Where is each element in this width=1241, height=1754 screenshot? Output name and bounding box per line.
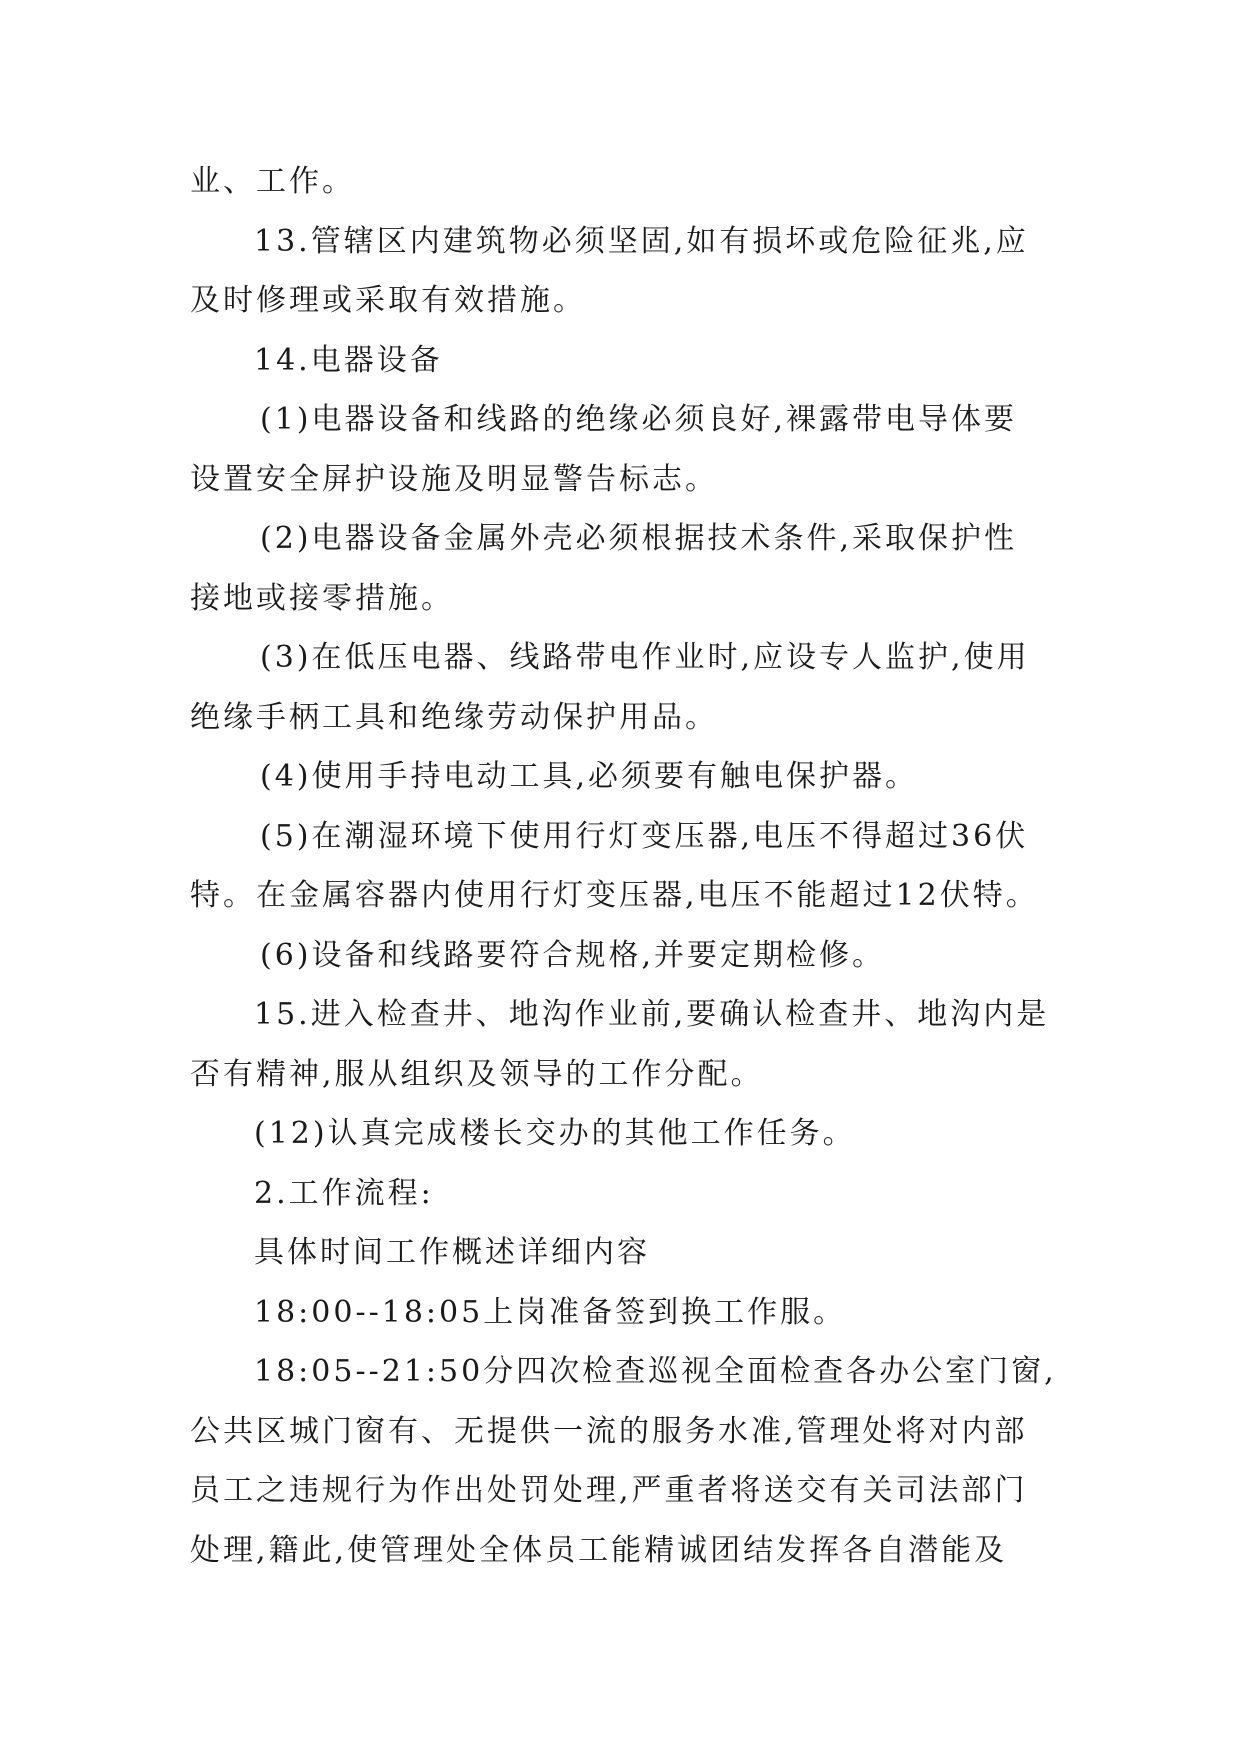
paragraph-line: 18:05--21:50分四次检查巡视全面检查各办公室门窗, <box>254 1354 1057 1389</box>
paragraph-line: 14.电器设备 <box>254 342 443 378</box>
paragraph-line: 设置安全屏护设施及明显警告标志。 <box>190 461 718 497</box>
paragraph-line: 业、工作。 <box>190 164 355 199</box>
paragraph-line: 2.工作流程: <box>254 1175 434 1211</box>
paragraph-line: 否有精神,服从组织及领导的工作分配。 <box>190 1056 764 1092</box>
paragraph-line: (12)认真完成楼长交办的其他工作任务。 <box>254 1116 856 1151</box>
paragraph-line: 及时修理或采取有效措施。 <box>190 283 586 318</box>
paragraph-line: 15.进入检查井、地沟作业前,要确认检查井、地沟内是 <box>254 997 1050 1032</box>
paragraph-line: (4)使用手持电动工具,必须要有触电保护器。 <box>260 759 919 794</box>
paragraph-line: 员工之违规行为作出处罚处理,严重者将送交有关司法部门 <box>190 1473 1028 1508</box>
paragraph-line: (2)电器设备金属外壳必须根据技术条件,采取保护性 <box>260 521 1018 556</box>
paragraph-line: 18:00--18:05上岗准备签到换工作服。 <box>254 1294 847 1330</box>
paragraph-line: 接地或接零措施。 <box>190 580 454 616</box>
paragraph-line: 处理,籍此,使管理处全体员工能精诚团结发挥各自潜能及 <box>190 1532 1008 1568</box>
paragraph-line: 绝缘手柄工具和绝缘劳动保护用品。 <box>190 699 718 735</box>
paragraph-line: 13.管辖区内建筑物必须坚固,如有损坏或危险征兆,应 <box>254 223 1029 259</box>
paragraph-line: (3)在低压电器、线路带电作业时,应设专人监护,使用 <box>260 640 1030 675</box>
paragraph-line: (6)设备和线路要符合规格,并要定期检修。 <box>260 937 886 973</box>
paragraph-line: 特。在金属容器内使用行灯变压器,电压不能超过12伏特。 <box>190 878 1039 913</box>
paragraph-line: 公共区城门窗有、无提供一流的服务水准,管理处将对内部 <box>190 1413 1028 1449</box>
paragraph-line: (5)在潮湿环境下使用行灯变压器,电压不得超过36伏 <box>260 818 1029 854</box>
paragraph-line: (1)电器设备和线路的绝缘必须良好,裸露带电导体要 <box>260 402 1018 437</box>
document-body <box>190 152 1060 1580</box>
paragraph-line: 具体时间工作概述详细内容 <box>254 1235 650 1270</box>
